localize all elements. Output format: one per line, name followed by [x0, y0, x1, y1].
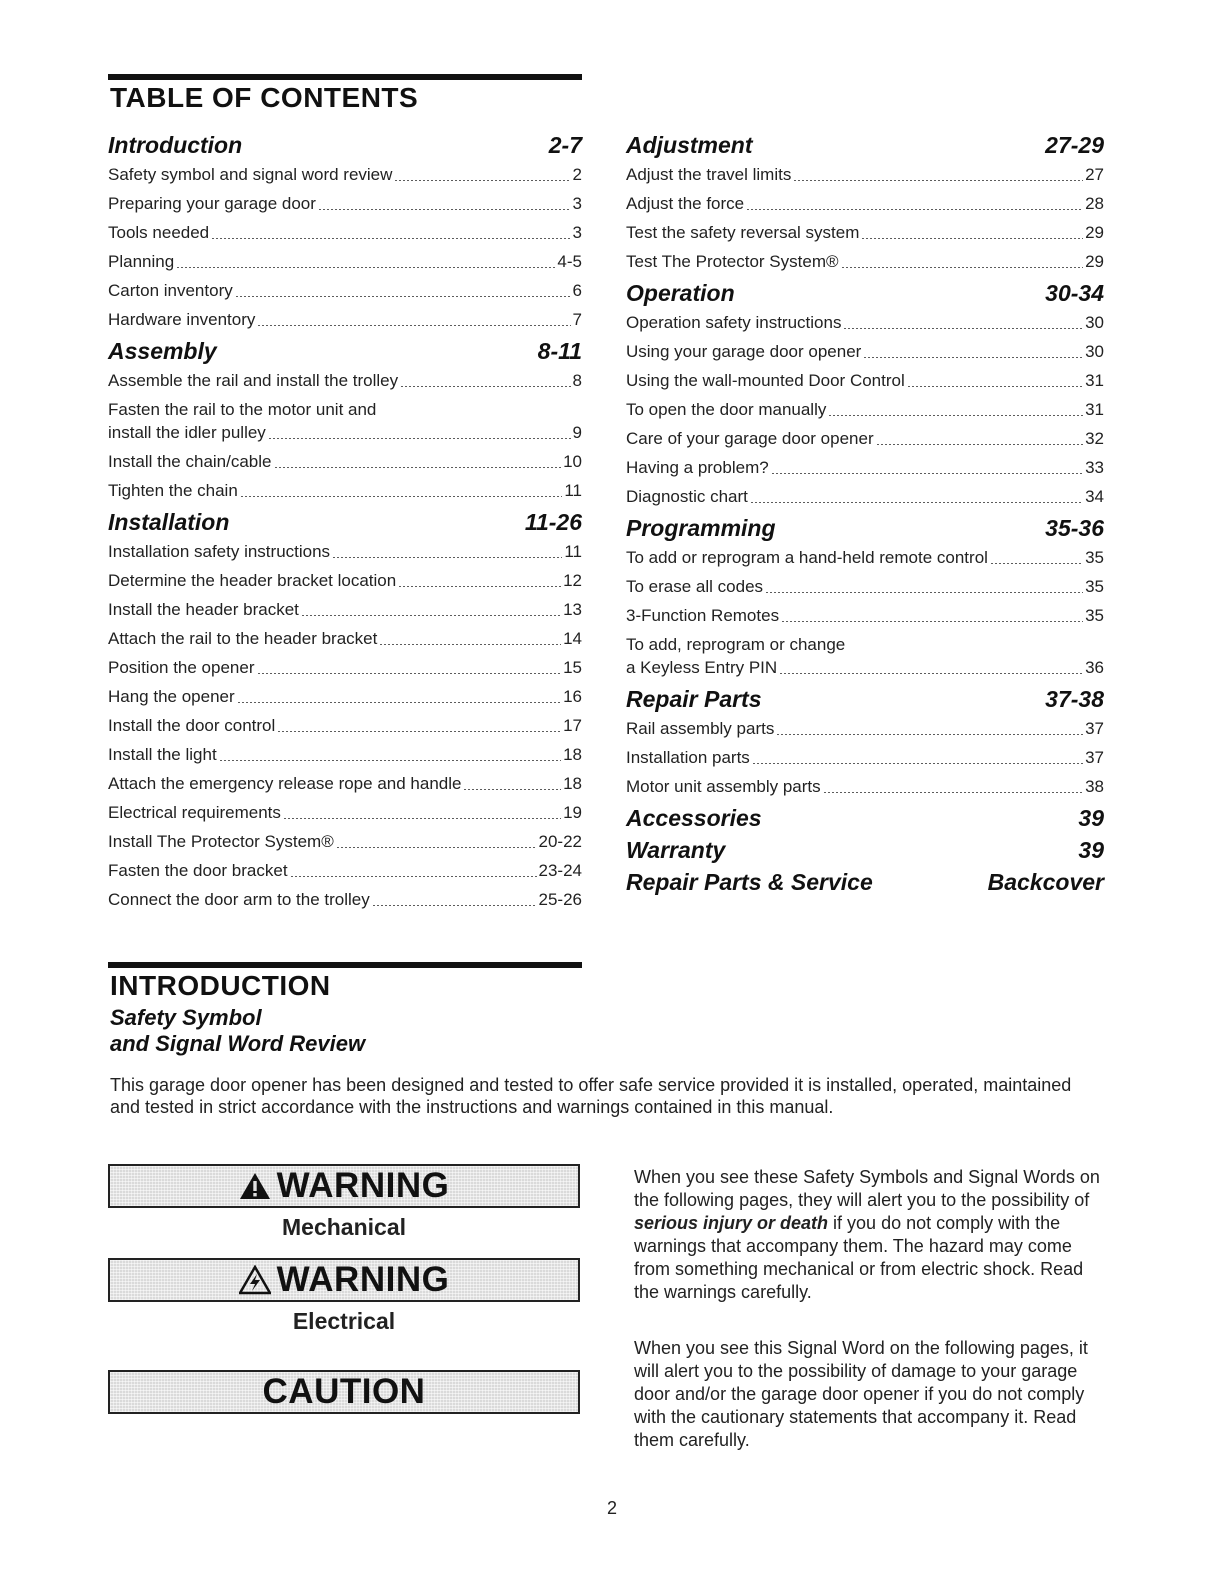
toc-entry-title: Hardware inventory — [108, 310, 256, 329]
dot-leader — [211, 238, 570, 239]
toc-entry-title-line1: To add, reprogram or change — [626, 635, 846, 654]
toc-entry — [108, 798, 582, 827]
toc-entry — [626, 308, 1104, 337]
toc-entry — [108, 366, 582, 395]
electrical-warning-triangle-icon — [239, 1265, 271, 1295]
toc-entry — [108, 160, 582, 189]
toc-entry-title: Safety symbol and signal word review — [108, 165, 393, 184]
dot-leader — [990, 563, 1083, 564]
toc-entry — [108, 537, 582, 566]
toc-entry-title: Install the door control — [108, 716, 276, 735]
toc-entry — [626, 366, 1104, 395]
toc-entry-title: Carton inventory — [108, 281, 233, 300]
dot-leader — [219, 760, 561, 761]
toc-entry — [108, 247, 582, 276]
toc-entry-page: 28 — [1085, 194, 1104, 213]
toc-entry-title: 3-Function Remotes — [626, 606, 780, 625]
toc-entry-title: Tools needed — [108, 223, 210, 242]
dot-leader — [907, 386, 1083, 387]
toc-entry-title: Electrical requirements — [108, 803, 281, 822]
toc-entry-title: To open the door manually — [626, 400, 827, 419]
toc-entry-title: Install the light — [108, 745, 217, 764]
toc-entry-page: 35 — [1085, 548, 1104, 567]
toc-entry-title: Fasten the door bracket — [108, 861, 288, 880]
toc-entry — [626, 337, 1104, 366]
toc-section-name: Adjustment — [626, 132, 753, 158]
toc-entry — [108, 856, 582, 885]
toc-entry-title: To add or reprogram a hand-held remote control — [626, 548, 988, 567]
toc-entry-page: 10 — [563, 452, 582, 471]
caution-sign — [108, 1370, 580, 1414]
toc-entry-page: 7 — [572, 310, 582, 329]
dot-leader — [793, 180, 1083, 181]
toc-entry — [626, 714, 1104, 743]
toc-entry-page: 32 — [1085, 429, 1104, 448]
toc-entry-title: To erase all codes — [626, 577, 764, 596]
dot-leader — [823, 792, 1083, 793]
toc-entry-line2 — [108, 421, 582, 444]
toc-entry-page: 33 — [1085, 458, 1104, 477]
toc-section-pages: Backcover — [987, 869, 1104, 895]
toc-section-pages: 39 — [1078, 805, 1104, 831]
toc-section-name: Operation — [626, 280, 735, 306]
toc-entry-title: Installation parts — [626, 748, 750, 767]
dot-leader — [240, 496, 563, 497]
toc-section-name: Repair Parts & Service — [626, 869, 873, 895]
toc-entry-title-line2: install the idler pulley — [108, 423, 266, 442]
toc-section-pages: 30-34 — [1045, 280, 1104, 306]
page-number: 2 — [606, 1498, 617, 1518]
toc-entry-title: Having a problem? — [626, 458, 769, 477]
toc-entry-title: Install The Protector System® — [108, 832, 334, 851]
toc-section-pages: 39 — [1078, 837, 1104, 863]
toc-entry — [108, 305, 582, 334]
toc-entry — [626, 453, 1104, 482]
toc-entry — [108, 447, 582, 476]
toc-entry-page: 20-22 — [538, 832, 582, 851]
toc-entry — [108, 395, 582, 447]
toc-entry-title: Operation safety instructions — [626, 313, 842, 332]
toc-entry-page: 17 — [563, 716, 582, 735]
intro-subtitle-line1: Safety Symbol — [110, 1005, 262, 1030]
toc-entry — [626, 601, 1104, 630]
toc-entry-page: 29 — [1085, 223, 1104, 242]
toc-entry-title-line2: a Keyless Entry PIN — [626, 658, 778, 677]
dot-leader — [771, 473, 1083, 474]
toc-entry — [626, 743, 1104, 772]
toc-section-name: Programming — [626, 515, 776, 541]
toc-title: TABLE OF CONTENTS — [110, 82, 419, 113]
dot-leader — [750, 502, 1083, 503]
toc-entry-title: Attach the rail to the header bracket — [108, 629, 378, 648]
dot-leader — [277, 731, 561, 732]
toc-entry-title: Determine the header bracket location — [108, 571, 397, 590]
toc-entry-page: 23-24 — [538, 861, 582, 880]
toc-entry — [626, 772, 1104, 801]
toc-entry-title: Preparing your garage door — [108, 194, 316, 213]
toc-entry-page: 29 — [1085, 252, 1104, 271]
dot-leader — [235, 296, 571, 297]
toc-section-heading — [626, 130, 1104, 160]
toc-entry-title-line1: Fasten the rail to the motor unit and — [108, 400, 377, 419]
toc-entry-page: 18 — [563, 745, 582, 764]
warning-word: WARNING — [276, 1260, 450, 1299]
warning-mechanical-sign — [108, 1164, 580, 1208]
toc-entry-page: 14 — [563, 629, 582, 648]
dot-leader — [779, 673, 1083, 674]
dot-leader — [752, 763, 1083, 764]
toc-entry-title: Diagnostic chart — [626, 487, 748, 506]
toc-entry — [108, 218, 582, 247]
toc-entry-page: 16 — [563, 687, 582, 706]
caution-word: CAUTION — [262, 1372, 426, 1411]
toc-entry-page: 30 — [1085, 313, 1104, 332]
warning-word: WARNING — [276, 1166, 450, 1205]
toc-entry-title: Tighten the chain — [108, 481, 238, 500]
toc-entry-title: Position the opener — [108, 658, 255, 677]
dot-leader — [843, 328, 1083, 329]
toc-entry — [108, 566, 582, 595]
toc-section-name: Warranty — [626, 837, 726, 863]
toc-section-name: Introduction — [108, 132, 243, 158]
toc-section-heading — [626, 803, 1104, 833]
dot-leader — [372, 905, 537, 906]
toc-entry-page: 34 — [1085, 487, 1104, 506]
toc-entry-title: Test the safety reversal system — [626, 223, 860, 242]
toc-entry — [626, 482, 1104, 511]
toc-entry-page: 18 — [563, 774, 582, 793]
toc-entry — [108, 624, 582, 653]
toc-entry-title: Attach the emergency release rope and handle — [108, 774, 462, 793]
toc-entry — [108, 189, 582, 218]
dot-leader — [841, 267, 1084, 268]
toc-section-heading — [108, 336, 582, 366]
toc-entry-page: 12 — [563, 571, 582, 590]
toc-section-heading — [626, 684, 1104, 714]
toc-entry-page: 11 — [564, 542, 582, 561]
toc-entry-page: 35 — [1085, 606, 1104, 625]
intro-subtitle-line2: and Signal Word Review — [110, 1031, 366, 1056]
toc-entry-title: Adjust the travel limits — [626, 165, 792, 184]
toc-entry-title: Install the header bracket — [108, 600, 299, 619]
dot-leader — [861, 238, 1083, 239]
mechanical-caption: Mechanical — [282, 1214, 406, 1240]
toc-entry-title: Rail assembly parts — [626, 719, 775, 738]
toc-entry-page: 31 — [1085, 371, 1104, 390]
toc-top-rule — [108, 74, 582, 80]
toc-entry-page: 37 — [1085, 719, 1104, 738]
dot-leader — [257, 673, 562, 674]
toc-entry-page: 11 — [564, 481, 582, 500]
toc-entry — [626, 395, 1104, 424]
dot-leader — [274, 467, 562, 468]
toc-entry — [108, 276, 582, 305]
toc-entry-page: 2 — [572, 165, 582, 184]
dot-leader — [332, 557, 562, 558]
toc-left-column — [108, 128, 582, 914]
toc-entry — [108, 769, 582, 798]
dot-leader — [237, 702, 561, 703]
dot-leader — [863, 357, 1083, 358]
toc-entry — [626, 630, 1104, 682]
warning-text-after: if you do not comply with the warnings that accompany them. The hazard may come from something mechanical or from electric shock. Read the warnings carefully. — [634, 1213, 1084, 1302]
toc-entry — [108, 682, 582, 711]
toc-entry-page: 15 — [563, 658, 582, 677]
toc-entry-page: 31 — [1085, 400, 1104, 419]
toc-entry-title: Connect the door arm to the trolley — [108, 890, 370, 909]
dot-leader — [283, 818, 561, 819]
dot-leader — [301, 615, 561, 616]
dot-leader — [398, 586, 561, 587]
toc-entry-page: 27 — [1085, 165, 1104, 184]
caution-explanation: When you see this Signal Word on the following pages, it will alert you to the possibility of damage to your garage door and/or the garage door opener if you do not comply with the cautionary statements that accompany it. Read them carefully. — [634, 1338, 1088, 1450]
toc-entry-page: 25-26 — [538, 890, 582, 909]
toc-entry-page: 6 — [572, 281, 582, 300]
toc-entry-page: 13 — [563, 600, 582, 619]
toc-entry-title: Adjust the force — [626, 194, 745, 213]
dot-leader — [379, 644, 561, 645]
dot-leader — [776, 734, 1083, 735]
toc-section-name: Repair Parts — [626, 686, 762, 712]
dot-leader — [765, 592, 1083, 593]
dot-leader — [176, 267, 555, 268]
toc-entry-title: Planning — [108, 252, 175, 271]
toc-entry — [108, 711, 582, 740]
toc-entry-page: 30 — [1085, 342, 1104, 361]
toc-entry — [626, 543, 1104, 572]
toc-entry — [108, 476, 582, 505]
warning-triangle-icon — [239, 1171, 271, 1201]
toc-entry-page: 8 — [572, 371, 582, 390]
toc-entry-page: 36 — [1085, 658, 1104, 677]
toc-section-heading — [626, 867, 1104, 897]
intro-top-rule — [108, 962, 582, 968]
toc-section-pages: 37-38 — [1045, 686, 1104, 712]
toc-entry-page: 9 — [572, 423, 582, 442]
toc-entry — [108, 885, 582, 914]
toc-entry — [626, 572, 1104, 601]
dot-leader — [290, 876, 537, 877]
toc-entry — [108, 740, 582, 769]
toc-entry-title: Installation safety instructions — [108, 542, 331, 561]
toc-entry-title: Test The Protector System® — [626, 252, 839, 271]
dot-leader — [828, 415, 1083, 416]
intro-paragraph: This garage door opener has been designed and tested to offer safe service provided it is installed, operated, maintained and tested in strict accordance with the instructions and warnings contained in this manual. — [110, 1075, 1072, 1117]
intro-subtitle — [110, 1005, 365, 1057]
toc-section-heading — [626, 513, 1104, 543]
warning-explanation — [634, 1166, 1104, 1304]
toc-entry-title: Motor unit assembly parts — [626, 777, 821, 796]
dot-leader — [463, 789, 561, 790]
toc-entry — [626, 218, 1104, 247]
toc-entry — [626, 189, 1104, 218]
toc-section-pages: 11-26 — [524, 509, 582, 535]
dot-leader — [318, 209, 571, 210]
toc-section-pages: 2-7 — [548, 132, 582, 158]
toc-entry-page: 3 — [572, 223, 582, 242]
dot-leader — [257, 325, 570, 326]
dot-leader — [336, 847, 537, 848]
toc-entry — [108, 653, 582, 682]
warning-text-before: When you see these Safety Symbols and Signal Words on the following pages, they will alert you to the possibility of — [634, 1167, 1100, 1210]
toc-entry-page: 35 — [1085, 577, 1104, 596]
toc-section-name: Assembly — [108, 338, 217, 364]
toc-entry-title: Using your garage door opener — [626, 342, 862, 361]
toc-entry-title: Hang the opener — [108, 687, 235, 706]
toc-entry-line2 — [626, 656, 1104, 679]
dot-leader — [781, 621, 1083, 622]
toc-entry-page: 19 — [563, 803, 582, 822]
toc-section-pages: 8-11 — [537, 338, 582, 364]
toc-entry-title: Assemble the rail and install the trolley — [108, 371, 399, 390]
toc-entry-title: Care of your garage door opener — [626, 429, 874, 448]
intro-title: INTRODUCTION — [110, 970, 331, 1001]
toc-entry-title: Install the chain/cable — [108, 452, 272, 471]
toc-entry-page: 3 — [572, 194, 582, 213]
dot-leader — [746, 209, 1083, 210]
toc-entry — [626, 424, 1104, 453]
dot-leader — [394, 180, 570, 181]
toc-section-heading — [626, 835, 1104, 865]
dot-leader — [400, 386, 570, 387]
toc-entry — [108, 595, 582, 624]
toc-section-pages: 27-29 — [1045, 132, 1104, 158]
toc-entry — [108, 827, 582, 856]
toc-entry-page: 38 — [1085, 777, 1104, 796]
dot-leader — [876, 444, 1083, 445]
warning-text-emphasis: serious injury or death — [634, 1213, 829, 1233]
toc-entry-title: Using the wall-mounted Door Control — [626, 371, 905, 390]
toc-section-pages: 35-36 — [1045, 515, 1104, 541]
toc-section-heading — [626, 278, 1104, 308]
dot-leader — [268, 438, 571, 439]
electrical-caption: Electrical — [292, 1308, 396, 1334]
toc-section-heading — [108, 130, 582, 160]
toc-entry — [626, 247, 1104, 276]
toc-entry — [626, 160, 1104, 189]
toc-entry-page: 37 — [1085, 748, 1104, 767]
toc-entry-page: 4-5 — [557, 252, 582, 271]
toc-section-heading — [108, 507, 582, 537]
toc-right-column — [626, 128, 1104, 897]
toc-section-name: Installation — [108, 509, 230, 535]
warning-electrical-sign — [108, 1258, 580, 1302]
toc-section-name: Accessories — [626, 805, 762, 831]
